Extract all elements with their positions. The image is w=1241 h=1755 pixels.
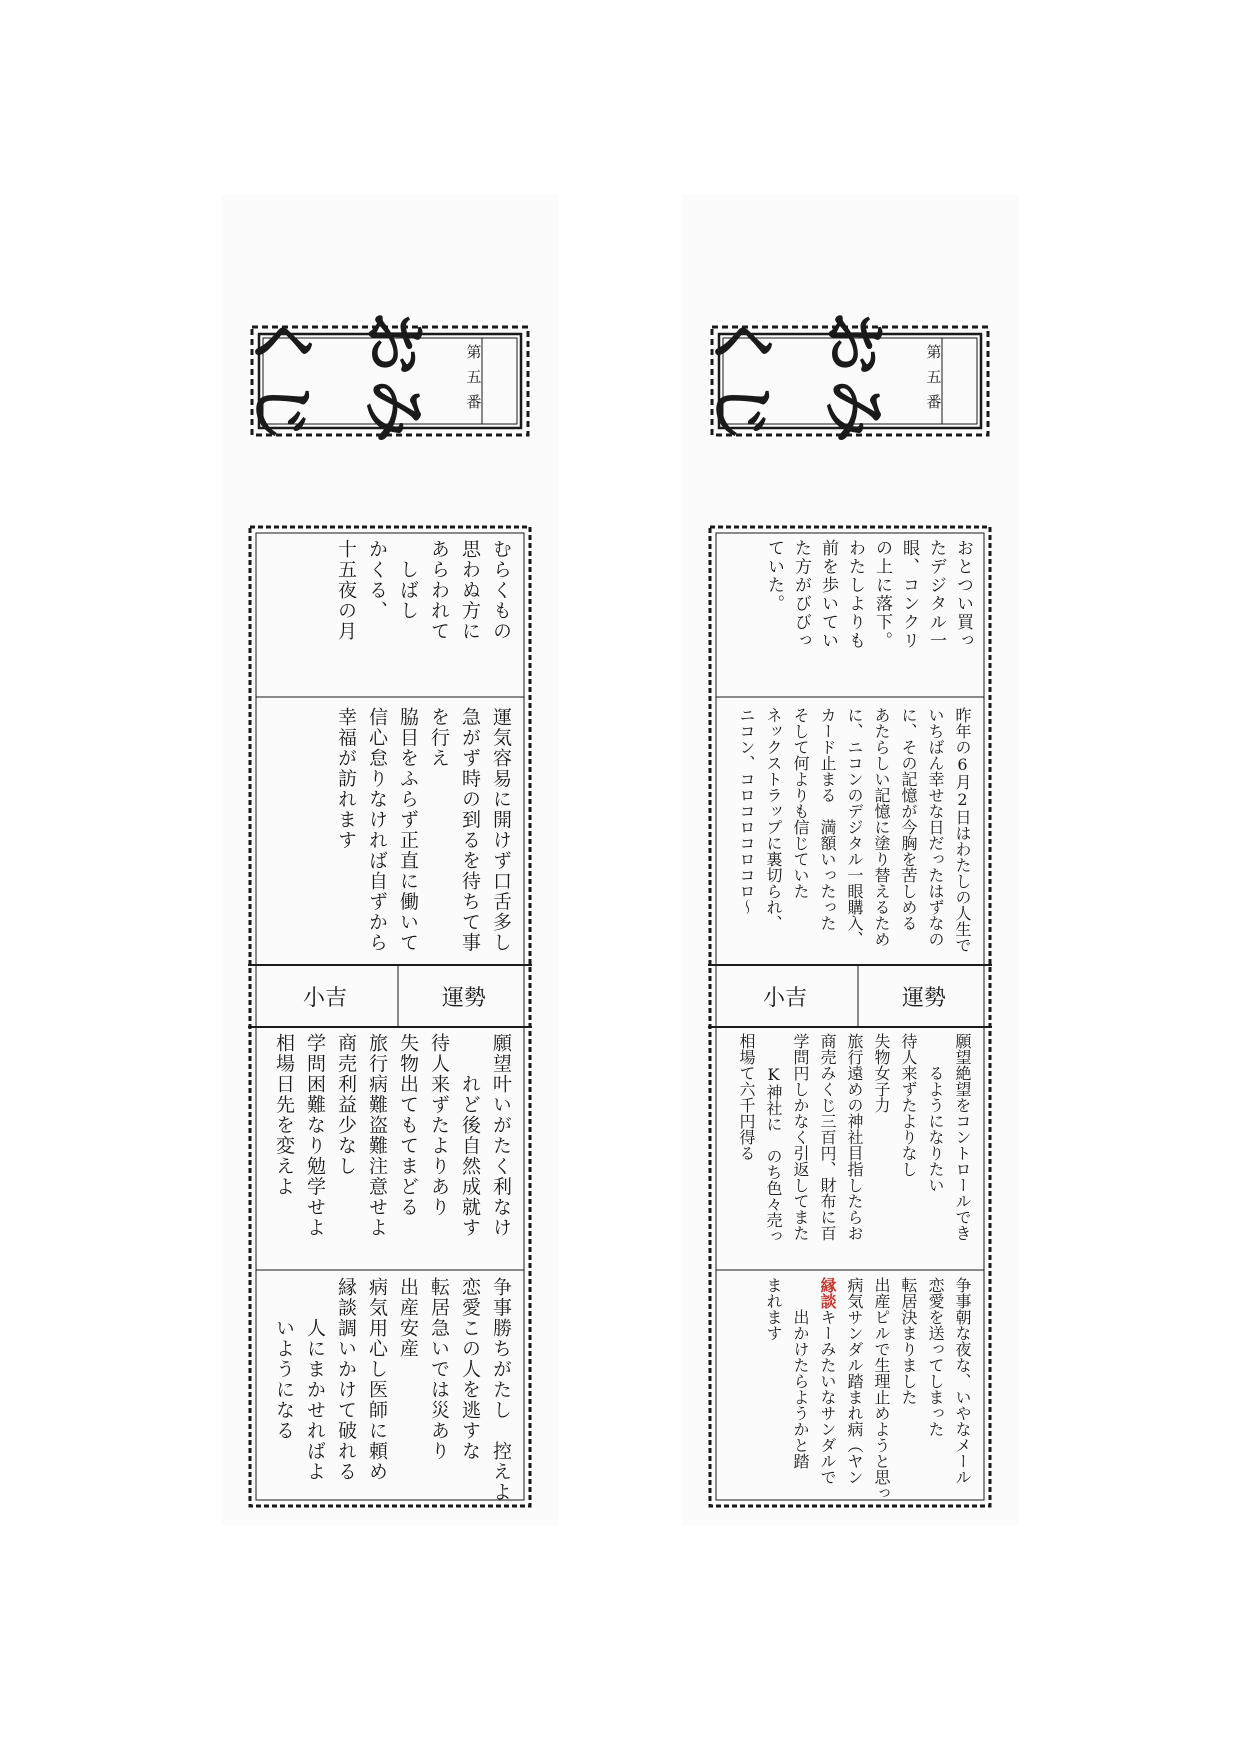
- item-line: [392, 1277, 423, 1497]
- poem-line: たデジタル一: [926, 539, 946, 650]
- advice-line: に、ニコンのデジタル一眼購入、: [845, 707, 864, 947]
- poem-line: あらわれて: [428, 539, 450, 642]
- item-text: 来ずたよりあり: [428, 1074, 450, 1218]
- item-line: [268, 1277, 299, 1497]
- item-line: [454, 1033, 485, 1263]
- advice-line: いちばん幸せな日だったはずなの: [926, 707, 945, 947]
- item-label: 商売: [818, 1033, 837, 1065]
- advice-section: [330, 707, 516, 955]
- item-text: 急いでは災あり: [428, 1318, 450, 1462]
- item-text: るようになりたい: [926, 1065, 945, 1193]
- items-group-1: [268, 1033, 516, 1263]
- advice-line: 運気容易に開けず口舌多し: [490, 707, 512, 953]
- item-text: 遠めの神社目指したらお: [845, 1065, 864, 1241]
- item-text: 来ずたよりなし: [899, 1065, 918, 1177]
- header-plaque: [244, 311, 530, 447]
- item-line: [949, 1277, 976, 1497]
- item-text: 円しかなく引返してまた: [791, 1065, 810, 1241]
- slip-body: [248, 525, 532, 1508]
- item-text: 調いかけて破れる: [335, 1318, 357, 1482]
- item-label: 争事: [490, 1277, 512, 1318]
- item-label: 待人: [428, 1033, 450, 1074]
- item-line: [895, 1277, 922, 1497]
- item-line: [330, 1277, 361, 1497]
- item-label: 相場: [737, 1033, 756, 1065]
- fortune-value: 小吉: [762, 985, 807, 1011]
- omikuji-slip-right: [682, 195, 1019, 1525]
- item-line: [361, 1277, 392, 1497]
- advice-line: そして何よりも信じていた: [791, 707, 810, 899]
- item-line: [787, 1277, 814, 1497]
- item-line: [423, 1277, 454, 1497]
- slip-title: おみくじ: [704, 311, 891, 447]
- item-text: 絶望をコントロールでき: [953, 1065, 972, 1241]
- item-label: 旅行: [366, 1033, 388, 1074]
- poem-line: おとつい買っ: [953, 539, 973, 650]
- item-line: [841, 1277, 868, 1497]
- advice-line: あたらしい記憶に塗り替えるため: [872, 707, 891, 947]
- item-label: 学問: [304, 1033, 326, 1074]
- item-line: [949, 1033, 976, 1263]
- poem-line: 十五夜の月: [335, 539, 357, 642]
- item-label: 病気: [845, 1277, 864, 1309]
- item-label: 転居: [428, 1277, 450, 1318]
- omikuji-slip-left: [222, 195, 559, 1525]
- item-text: 出かけたらようかと踏: [791, 1309, 810, 1469]
- poem-line: の上に落下。: [872, 539, 892, 650]
- item-line: [299, 1033, 330, 1263]
- item-text: 叶いがたく利なけ: [490, 1074, 512, 1238]
- advice-line: 急がず時の到るを待ちて事: [459, 707, 481, 953]
- slip-title: おみくじ: [244, 311, 431, 447]
- advice-line: 信心怠りなければ自ずから: [366, 707, 388, 953]
- item-line: [868, 1033, 895, 1263]
- advice-line: 幸福が訪れます: [335, 707, 357, 851]
- item-label: 出産: [872, 1277, 891, 1309]
- item-label: 待人: [899, 1033, 918, 1065]
- item-label: 縁談: [335, 1277, 357, 1318]
- item-text: 決まりました: [899, 1309, 918, 1405]
- slip-body: [708, 525, 992, 1508]
- item-line: [868, 1277, 895, 1501]
- item-label: 学問: [791, 1033, 810, 1065]
- item-label: 転居: [899, 1277, 918, 1309]
- poem-line: わたしよりも: [845, 539, 865, 650]
- item-line: [485, 1277, 516, 1503]
- item-text: 困難なり勉学せよ: [304, 1074, 326, 1238]
- item-text: キーみたいなサンダルで: [818, 1309, 837, 1485]
- item-label: 失物: [397, 1033, 419, 1074]
- fortune-row: [712, 973, 988, 1019]
- poem-line: 眼、コンクリ: [899, 539, 919, 650]
- item-text: みくじ三百円、財布に百: [818, 1065, 837, 1241]
- item-line: [392, 1033, 423, 1263]
- poem-line: た方がびびっ: [791, 539, 811, 650]
- fortune-value: 小吉: [302, 985, 347, 1011]
- item-label: 商売: [335, 1033, 357, 1074]
- items-group-1: [733, 1033, 976, 1263]
- item-line: [454, 1277, 485, 1497]
- item-label: 失物: [872, 1033, 891, 1065]
- item-text: 朝な夜な、いやなメール: [953, 1309, 972, 1485]
- advice-line: ネックストラップに裏切られ、: [764, 707, 783, 931]
- item-label: 願望: [953, 1033, 972, 1065]
- item-line: [814, 1033, 841, 1263]
- items-group-2: [760, 1277, 976, 1501]
- poem-line: ていた。: [764, 539, 784, 613]
- item-text: て六千円得る: [737, 1065, 756, 1161]
- item-label: 恋愛: [459, 1277, 481, 1318]
- item-text: 女子力: [872, 1065, 891, 1113]
- item-text: 利益少なし: [335, 1074, 357, 1177]
- items-group-2: [268, 1277, 516, 1503]
- advice-line: カード止まる 満額いったった: [818, 707, 837, 931]
- poem-section: [330, 539, 516, 689]
- advice-section: [733, 707, 976, 955]
- advice-line: 昨年の6月2日はわたしの人生で: [953, 707, 972, 953]
- item-line: [733, 1033, 760, 1263]
- poem-line: しばし: [397, 539, 419, 621]
- item-line: [361, 1033, 392, 1263]
- item-text: まれます: [764, 1277, 783, 1341]
- item-text: K神社に のち色々売っ: [764, 1065, 783, 1244]
- advice-line: を行え: [428, 707, 450, 769]
- item-text: 人にまかせればよ: [304, 1318, 326, 1482]
- fortune-label: 運勢: [441, 985, 486, 1011]
- item-text: いようになる: [273, 1318, 295, 1441]
- item-text: 勝ちがたし 控えよ: [490, 1318, 512, 1503]
- item-line: [895, 1033, 922, 1263]
- slip-number: 第五番: [464, 343, 483, 419]
- item-label: 恋愛: [926, 1277, 945, 1309]
- item-label: 旅行: [845, 1033, 864, 1065]
- item-line: [423, 1033, 454, 1263]
- poem-section: [760, 539, 976, 689]
- item-text: 出てもてまどる: [397, 1074, 419, 1218]
- poem-line: むらくもの: [490, 539, 512, 642]
- item-line: [841, 1033, 868, 1263]
- item-line: [922, 1033, 949, 1263]
- item-line: [330, 1033, 361, 1263]
- item-text: れど後自然成就す: [459, 1074, 481, 1238]
- item-text: この人を逃すな: [459, 1318, 481, 1462]
- item-label: 病気: [366, 1277, 388, 1318]
- item-line: [760, 1277, 787, 1497]
- item-line: [485, 1033, 516, 1263]
- crossed-label: 縁談: [818, 1277, 837, 1309]
- item-line: [787, 1033, 814, 1263]
- item-label: 願望: [490, 1033, 512, 1074]
- item-text: を送ってしまった: [926, 1309, 945, 1437]
- poem-line: 思わぬ方に: [459, 539, 481, 642]
- advice-line: 脇目をふらず正直に働いて: [397, 707, 419, 953]
- item-line: [760, 1033, 787, 1263]
- fortune-label: 運勢: [901, 985, 946, 1011]
- item-text: サンダル踏まれ病（ヤン: [845, 1309, 864, 1485]
- fortune-row: [252, 973, 528, 1019]
- poem-line: かくる、: [366, 539, 388, 621]
- item-text: 安産: [397, 1318, 419, 1359]
- item-line: [299, 1277, 330, 1497]
- item-line: [922, 1277, 949, 1497]
- item-text: 日先を変えよ: [273, 1074, 295, 1197]
- item-label: 争事: [953, 1277, 972, 1309]
- item-text: ピルで生理止めようと思っ: [872, 1309, 891, 1501]
- item-text: 用心し医師に頼め: [366, 1318, 388, 1482]
- item-line: [268, 1033, 299, 1263]
- item-label: 相場: [273, 1033, 295, 1074]
- item-label: 出産: [397, 1277, 419, 1318]
- slip-number: 第五番: [924, 343, 943, 419]
- advice-line: に、その記憶が今胸を苦しめる: [899, 707, 918, 931]
- item-line: [814, 1277, 841, 1497]
- item-text: 病難盗難注意せよ: [366, 1074, 388, 1238]
- header-plaque: [704, 311, 990, 447]
- advice-line: ニコン、コロコロコロコロ～: [737, 707, 756, 915]
- poem-line: 前を歩いてい: [818, 539, 838, 650]
